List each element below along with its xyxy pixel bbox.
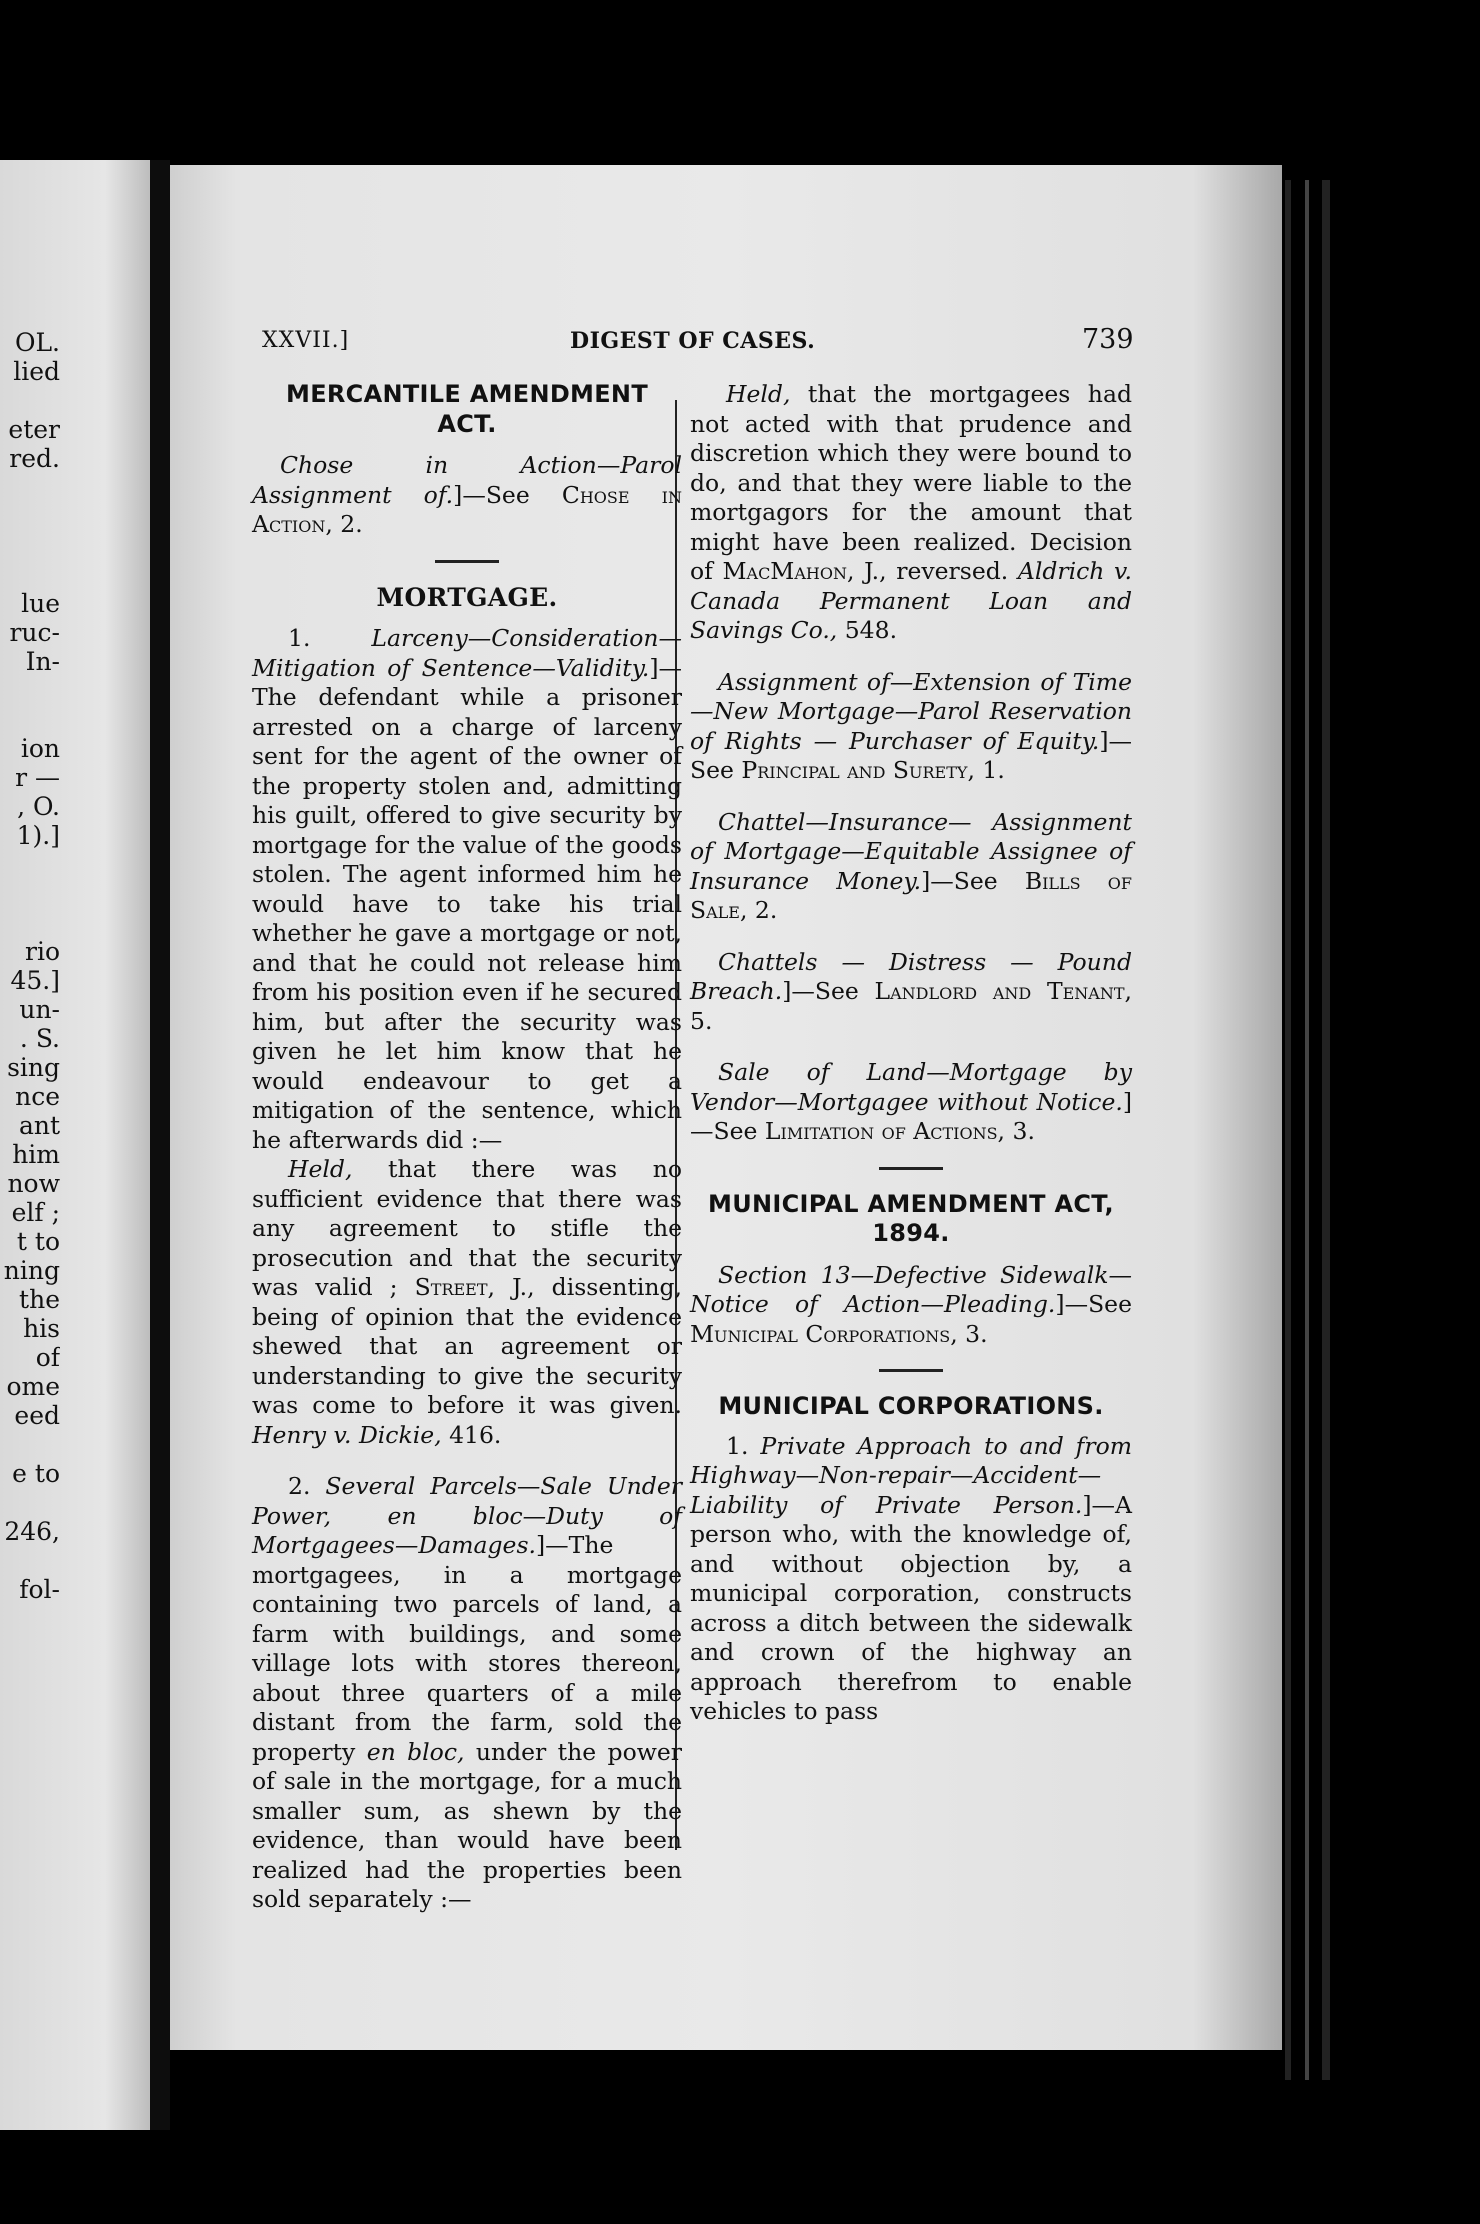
previous-page-line: sing	[7, 1053, 60, 1082]
previous-page-line	[0, 850, 60, 879]
reference-target: Landlord and Tenant,	[874, 977, 1132, 1005]
left-column	[252, 380, 682, 1915]
case-holding	[252, 1155, 682, 1450]
book-gutter	[150, 160, 170, 2130]
holding-text: that there was no sufficient evidence that there was any agreement to stifle the prosecution and that the security was valid ;	[252, 1155, 682, 1301]
reference-target: Municipal Corporations,	[690, 1319, 958, 1348]
previous-page-line: ruc-	[9, 618, 60, 647]
page-number: 739	[1082, 324, 1134, 355]
reference-target: Principal and Surety,	[741, 756, 975, 784]
judge-name: MacMahon,	[722, 557, 855, 585]
previous-page-line: t to	[16, 1227, 60, 1256]
held-label: Held,	[726, 380, 791, 408]
section-divider	[879, 1369, 943, 1372]
previous-page-line: lue	[21, 589, 60, 618]
case-text: ]—A person who, with the knowledge of, and without objection by, a municipal corporation, constructs across a ditch between the sidewalk and crown of the highway an approach therefrom to enable vehicles to pass	[690, 1490, 1132, 1725]
previous-page-line: him	[12, 1140, 60, 1169]
previous-page-line: red.	[9, 444, 60, 473]
section-heading-municipal-corporations: MUNICIPAL CORPORATIONS.	[718, 1392, 1104, 1420]
case-paragraph	[252, 1472, 682, 1915]
page-edge-shadow	[1322, 180, 1330, 2080]
reference-number: 5.	[690, 1006, 713, 1035]
case-number: 1.	[726, 1431, 761, 1460]
previous-page-line: of	[35, 1343, 60, 1372]
case-paragraph	[690, 1432, 1132, 1727]
cross-reference-entry	[690, 668, 1132, 786]
previous-page-line: eed	[14, 1401, 60, 1430]
case-paragraph	[252, 624, 682, 1155]
previous-page-line	[0, 1546, 60, 1575]
previous-page-line: r —	[15, 763, 60, 792]
section-divider	[879, 1167, 943, 1170]
previous-page-line	[0, 531, 60, 560]
previous-page-line: un-	[19, 995, 60, 1024]
page-edge-shadow	[1285, 180, 1291, 2080]
previous-page-line	[0, 705, 60, 734]
previous-page-line	[0, 1430, 60, 1459]
see-label: ]—See	[453, 480, 530, 509]
previous-page-line: 1).]	[16, 821, 60, 850]
held-label: Held,	[288, 1155, 353, 1183]
case-topic: Larceny—Consideration—Mitigation of Sentence—Validity.	[252, 624, 682, 682]
previous-page-line: the	[19, 1285, 60, 1314]
case-number: 2.	[288, 1472, 326, 1500]
spacer	[690, 786, 1132, 808]
previous-page-line: rio	[25, 937, 60, 966]
previous-page-text	[0, 328, 60, 1604]
holding-text: that the mortgagees had not acted with that prudence and discretion which they were bound to do, and that they were liable to the mortgagors for the amount that might have been realized. Decision of	[690, 380, 1132, 585]
reference-target: Bills of Sale,	[690, 866, 1132, 924]
reference-number: 3.	[1005, 1117, 1035, 1145]
previous-page-line: lied	[13, 357, 60, 386]
heading-line: MUNICIPAL AMENDMENT ACT,	[708, 1189, 1114, 1218]
cross-reference-entry	[690, 948, 1132, 1037]
cross-reference-entry	[252, 451, 682, 540]
previous-page-line: e to	[12, 1459, 60, 1488]
judge-name: Street,	[414, 1273, 495, 1301]
previous-page-line: now	[7, 1169, 60, 1198]
entry-title: Chattel—Insurance— Assignment of Mortgage—Equitable Assignee of Insurance Money.	[690, 807, 1132, 895]
see-label: ]—See	[1055, 1290, 1132, 1318]
previous-page-line: ant	[18, 1111, 60, 1140]
previous-page-line: 45.]	[10, 966, 60, 995]
case-holding	[690, 380, 1132, 646]
previous-page-line: fol-	[19, 1575, 60, 1604]
case-text-italic: en bloc,	[366, 1737, 465, 1766]
case-text: ]—The defendant while a prisoner arrested on a charge of larceny sent for the agent of the owner of the property stolen and, admitting his guilt, offered to give security by mortgage for the value of the goods stolen. The agent informed him he would have to take his trial whether he gave a mortgage or not, and that he could not release him from his position even if he secured him, but after the security was given he let him know that he would endeavour to get a mitigation of the sentence, which he afterwards did :—	[252, 653, 682, 1154]
previous-page-line: ning	[3, 1256, 60, 1285]
spacer	[252, 1450, 682, 1472]
cross-reference-entry	[690, 1058, 1132, 1147]
previous-page-line	[0, 879, 60, 908]
case-citation: Henry v. Dickie,	[252, 1420, 442, 1449]
volume-label: XXVII.]	[262, 328, 350, 353]
previous-page-line	[0, 473, 60, 502]
entry-title: Section 13—Defective Sidewalk—Notice of Action—Pleading.	[690, 1260, 1132, 1318]
cross-reference-entry	[690, 1261, 1132, 1350]
case-topic: Private Approach to and from Highway—Non-repair—Accident—Liability of Private Person.	[690, 1431, 1132, 1519]
previous-page-line	[0, 908, 60, 937]
citation-page: 548.	[837, 616, 898, 644]
case-number: 1.	[288, 624, 372, 652]
entry-title: Assignment of—Extension of Time—New Mortgage—Parol Reservation of Rights — Purchaser of Equity.	[690, 667, 1132, 755]
page-edge-shadow	[1305, 180, 1309, 2080]
previous-page-line	[0, 502, 60, 531]
section-heading-municipal-amendment	[690, 1190, 1132, 1249]
previous-page-line: In-	[25, 647, 60, 676]
previous-page-line	[0, 386, 60, 415]
heading-line: ACT.	[437, 409, 497, 438]
entry-title: Chose in Action—Parol Assignment of.	[252, 451, 682, 509]
spacer	[690, 926, 1132, 948]
running-header	[0, 324, 1480, 368]
section-heading-mortgage: MORTGAGE.	[376, 582, 558, 612]
previous-page-line: OL.	[14, 328, 60, 357]
previous-page-line: his	[23, 1314, 60, 1343]
right-column	[690, 380, 1132, 1727]
heading-line: 1894.	[872, 1219, 950, 1247]
previous-page-line	[0, 560, 60, 589]
holding-text: J., dissenting, being of opinion that the evidence shewed that an agreement or understanding to give the security was come to before it was given.	[252, 1273, 682, 1419]
see-label: ]—See	[782, 977, 875, 1005]
see-label: ]—See	[690, 1087, 1132, 1145]
heading-line: MERCANTILE AMENDMENT	[286, 380, 648, 408]
previous-page-line: 246,	[4, 1517, 60, 1546]
spacer	[690, 646, 1132, 668]
reference-number: 3.	[957, 1319, 988, 1348]
reference-number: 2.	[747, 896, 778, 924]
case-citation: Aldrich v. Canada Permanent Loan and Savings Co.,	[690, 557, 1132, 644]
citation-page: 416.	[441, 1420, 502, 1449]
see-label: ]—See	[690, 726, 1132, 784]
cross-reference-entry	[690, 808, 1132, 926]
case-text: ]—The mortgagees, in a mortgage containing two parcels of land, a farm with buildings, and some village lots with stores thereon, about three quarters of a mile distant from the farm, sold the property	[252, 1531, 682, 1766]
previous-page-line	[0, 1488, 60, 1517]
see-label: ]—See	[921, 866, 1025, 895]
previous-page-line: nce	[15, 1082, 60, 1111]
previous-page-line: . S.	[19, 1024, 60, 1053]
section-heading-mercantile	[252, 380, 682, 439]
reference-target: Limitation of Actions,	[764, 1117, 1006, 1145]
case-text: under the power of sale in the mortgage, for a much smaller sum, as shewn by the evidence, than would have been realized had the properties been sold separately :—	[252, 1737, 682, 1913]
previous-page-line: ion	[20, 734, 60, 763]
previous-page-line: eter	[8, 415, 60, 444]
holding-text: J., reversed.	[854, 557, 1018, 585]
reference-target: Chose in Action,	[252, 480, 682, 538]
previous-page-line: , O.	[17, 792, 60, 821]
entry-title: Sale of Land—Mortgage by Vendor—Mortgagee without Notice.	[690, 1058, 1132, 1116]
reference-number: 1.	[974, 756, 1005, 784]
case-topic: Several Parcels—Sale Under Power, en bloc—Duty of Mortgagees—Damages.	[252, 1472, 682, 1559]
entry-title: Chattels — Distress — Pound Breach.	[690, 947, 1132, 1005]
previous-page-line	[0, 676, 60, 705]
spacer	[690, 1036, 1132, 1058]
previous-page-line: ome	[6, 1372, 60, 1401]
reference-number: 2.	[332, 510, 363, 538]
previous-page-line: elf ;	[11, 1198, 60, 1227]
page-title: DIGEST OF CASES.	[570, 328, 816, 354]
previous-page-edge	[0, 160, 150, 2130]
section-divider	[435, 560, 499, 563]
